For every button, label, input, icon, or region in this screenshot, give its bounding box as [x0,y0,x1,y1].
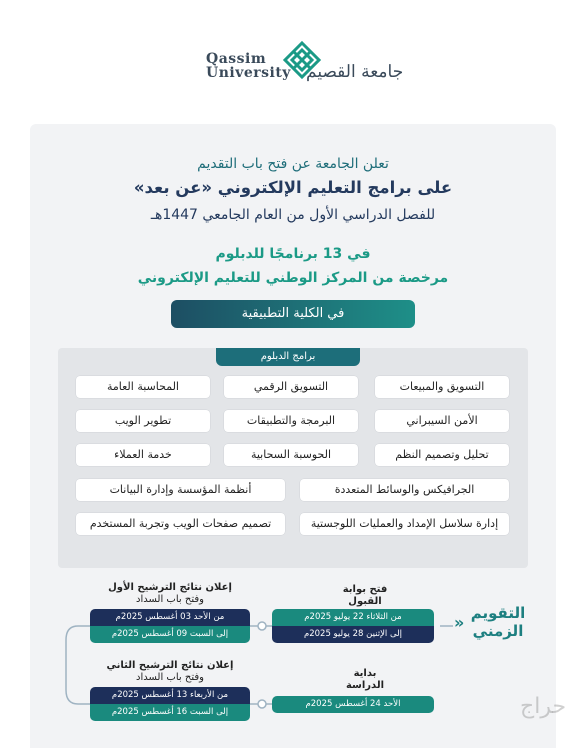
portal-from: من الثلاثاء 22 يوليو 2025م [272,609,434,626]
second-results-dates [90,687,250,721]
portal-label-line2: القبول [348,596,382,607]
programs-title: برامج الدبلوم [216,348,360,366]
portal-to: إلى الإثنين 28 يوليو 2025م [272,626,434,643]
announcement-line3: للفصل الدراسي الأول من العام الجامعي 1447هـ [150,207,436,223]
program-item: المحاسبة العامة [76,376,210,398]
logo-arabic-text: جامعة القصيم [306,62,404,82]
announcement-line5: مرخصة من المركز الوطني للتعليم الإلكتروني [137,270,449,286]
program-item: البرمجة والتطبيقات [224,410,358,432]
study-start-label-line2: الدراسة [345,680,385,691]
first-results-label-line1: إعلان نتائج الترشيح الأول [108,582,232,593]
study-start-date-box [272,696,434,713]
logo-english-line1: Qassim [206,51,267,67]
second-results-from: من الأربعاء 13 أغسطس 2025م [90,687,250,704]
program-item: التسويق الرقمي [224,376,358,398]
watermark: حراج [520,694,567,719]
program-item: خدمة العملاء [76,444,210,466]
second-results-to: إلى السبت 16 أغسطس 2025م [90,704,250,721]
program-item: تطوير الويب [76,410,210,432]
study-start-label [300,668,430,692]
calendar-title [454,604,528,640]
program-item: تصميم صفحات الويب وتجربة المستخدم [76,513,285,535]
program-item: الجرافيكس والوسائط المتعددة [300,479,509,501]
first-results-label-line2: وفتح باب السداد [136,594,204,605]
portal-dates [272,609,434,643]
first-results-from: من الأحد 03 أغسطس 2025م [90,609,250,626]
second-results-label [90,660,250,684]
second-results-label-line2: وفتح باب السداد [136,672,204,683]
study-start-label-line1: بداية [353,668,377,679]
first-results-dates [90,609,250,643]
program-item: إدارة سلاسل الإمداد والعمليات اللوجستية [300,513,509,535]
program-item: التسويق والمبيعات [375,376,509,398]
program-item: أنظمة المؤسسة وإدارة البيانات [76,479,285,501]
program-item: الحوسبة السحابية [224,444,358,466]
college-banner: في الكلية التطبيقية [171,300,415,328]
calendar-title-line2: الزمني [472,622,524,640]
program-item: تحليل وتصميم النظم [375,444,509,466]
portal-label-line1: فتح بوابة [342,584,388,595]
portal-label [300,584,430,608]
first-results-label [90,582,250,606]
announcement-line4: في 13 برنامجًا للدبلوم [215,246,371,262]
announcement-line2: على برامج التعليم الإلكتروني «عن بعد» [133,178,453,197]
announcement-line1: تعلن الجامعة عن فتح باب التقديم [197,156,389,172]
quote-mark-icon: « [454,613,465,632]
program-item: الأمن السيبراني [375,410,509,432]
study-start-date: الأحد 24 أغسطس 2025م [272,696,434,713]
first-results-to: إلى السبت 09 أغسطس 2025م [90,626,250,643]
calendar-title-line1: التقويم [470,604,526,622]
logo-english-line2: University [206,65,291,81]
second-results-label-line1: إعلان نتائج الترشيح الثاني [106,660,234,671]
